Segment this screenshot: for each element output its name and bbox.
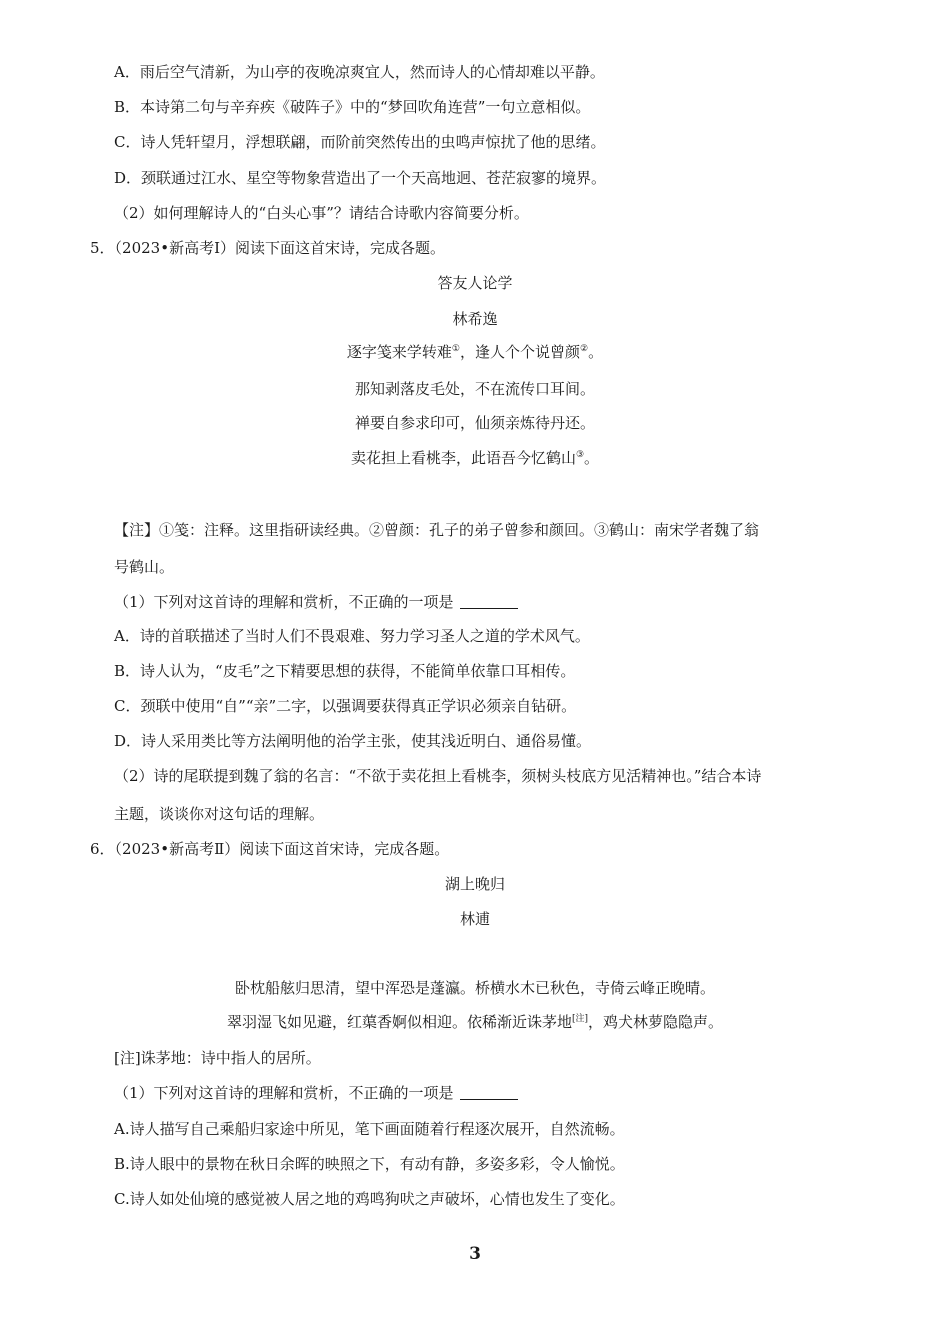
q6-header: 6．（2023•新高考Ⅱ）阅读下面这首宋诗，完成各题。 [90,840,450,858]
q5-subquestion-1: （1）下列对这首诗的理解和赏析，不正确的一项是 [114,592,518,612]
page-number: 3 [469,1244,481,1264]
q6-option-b: B.诗人眼中的景物在秋日余晖的映照之下，有动有静，多姿多彩，令人愉悦。 [114,1155,625,1173]
q6-subquestion-1: （1）下列对这首诗的理解和赏析，不正确的一项是 [114,1083,518,1103]
q5-option-d: D．诗人采用类比等方法阐明他的治学主张，使其浅近明白、通俗易懂。 [114,732,592,750]
answer-blank [460,594,518,609]
q6-option-a: A.诗人描写自己乘船归家途中所见，笔下画面随着行程逐次展开，自然流畅。 [114,1120,625,1138]
q6-poem-title: 湖上晚归 [444,875,505,893]
q5-poem-line-2: 那知剥落皮毛处，不在流传口耳间。 [354,380,595,398]
q5-subquestion-2-line-2: 主题，谈谈你对这句话的理解。 [114,805,325,823]
q4-option-b: B．本诗第二句与辛弃疾《破阵子》中的“梦回吹角连营”一句立意相似。 [114,98,591,116]
q5-poem-line-1: 逐字笺来学转难①，逢人个个说曾颜②。 [346,343,604,361]
q5-option-b: B．诗人认为，“皮毛”之下精要思想的获得，不能简单依靠口耳相传。 [114,662,576,680]
q5-note-line-2: 号鹤山。 [114,558,175,576]
answer-blank [460,1085,518,1100]
q6-note: [注]诛茅地：诗中指人的居所。 [114,1049,321,1067]
footnote-mark: [注] [571,1014,589,1024]
q5-poem-line-4: 卖花担上看桃李，此语吾今忆鹤山③。 [350,449,600,467]
footnote-mark-3: ③ [575,450,585,460]
q6-poem-line-2: 翠羽湿飞如见避，红蕖香婀似相迎。依稀渐近诛茅地[注]，鸡犬林萝隐隐声。 [226,1013,724,1031]
q6-poem-author: 林逋 [459,910,490,928]
q5-subquestion-2-line-1: （2）诗的尾联提到魏了翁的名言：“不欲于卖花担上看桃李，须树头枝底方见活精神也。”结合本诗 [114,767,762,785]
q5-poem-line-3: 禅要自参求印可，仙须亲炼待丹还。 [354,414,595,432]
q5-note-line-1: 【注】①笺：注释。这里指研读经典。②曾颜：孔子的弟子曾参和颜回。③鹤山：南宋学者魏了翁 [114,521,760,539]
q4-option-c: C．诗人凭轩望月，浮想联翩，而阶前突然传出的虫鸣声惊扰了他的思绪。 [114,133,606,151]
q5-poem-title: 答友人论学 [437,274,513,292]
q6-poem-line-1: 卧枕船舷归思清，望中浑恐是蓬瀛。桥横水木已秋色，寺倚云峰正晚晴。 [234,979,715,997]
q5-option-a: A．诗的首联描述了当时人们不畏艰难、努力学习圣人之道的学术风气。 [114,627,590,645]
q5-option-c: C．颈联中使用“自”“亲”二字，以强调要获得真正学识必须亲自钻研。 [114,697,577,715]
footnote-mark-2: ② [580,344,589,354]
footnote-mark-1: ① [451,344,460,354]
q4-subquestion-2: （2）如何理解诗人的“白头心事”？请结合诗歌内容简要分析。 [114,204,529,222]
q6-option-c: C.诗人如处仙境的感觉被人居之地的鸡鸣狗吠之声破坏，心情也发生了变化。 [114,1190,625,1208]
q5-header: 5．（2023•新高考Ⅰ）阅读下面这首宋诗，完成各题。 [90,239,445,257]
q4-option-d: D．颈联通过江水、星空等物象营造出了一个天高地迥、苍茫寂寥的境界。 [114,169,607,187]
q5-poem-author: 林希逸 [452,310,498,328]
q4-option-a: A．雨后空气清新，为山亭的夜晚凉爽宜人，然而诗人的心情却难以平静。 [114,63,605,81]
